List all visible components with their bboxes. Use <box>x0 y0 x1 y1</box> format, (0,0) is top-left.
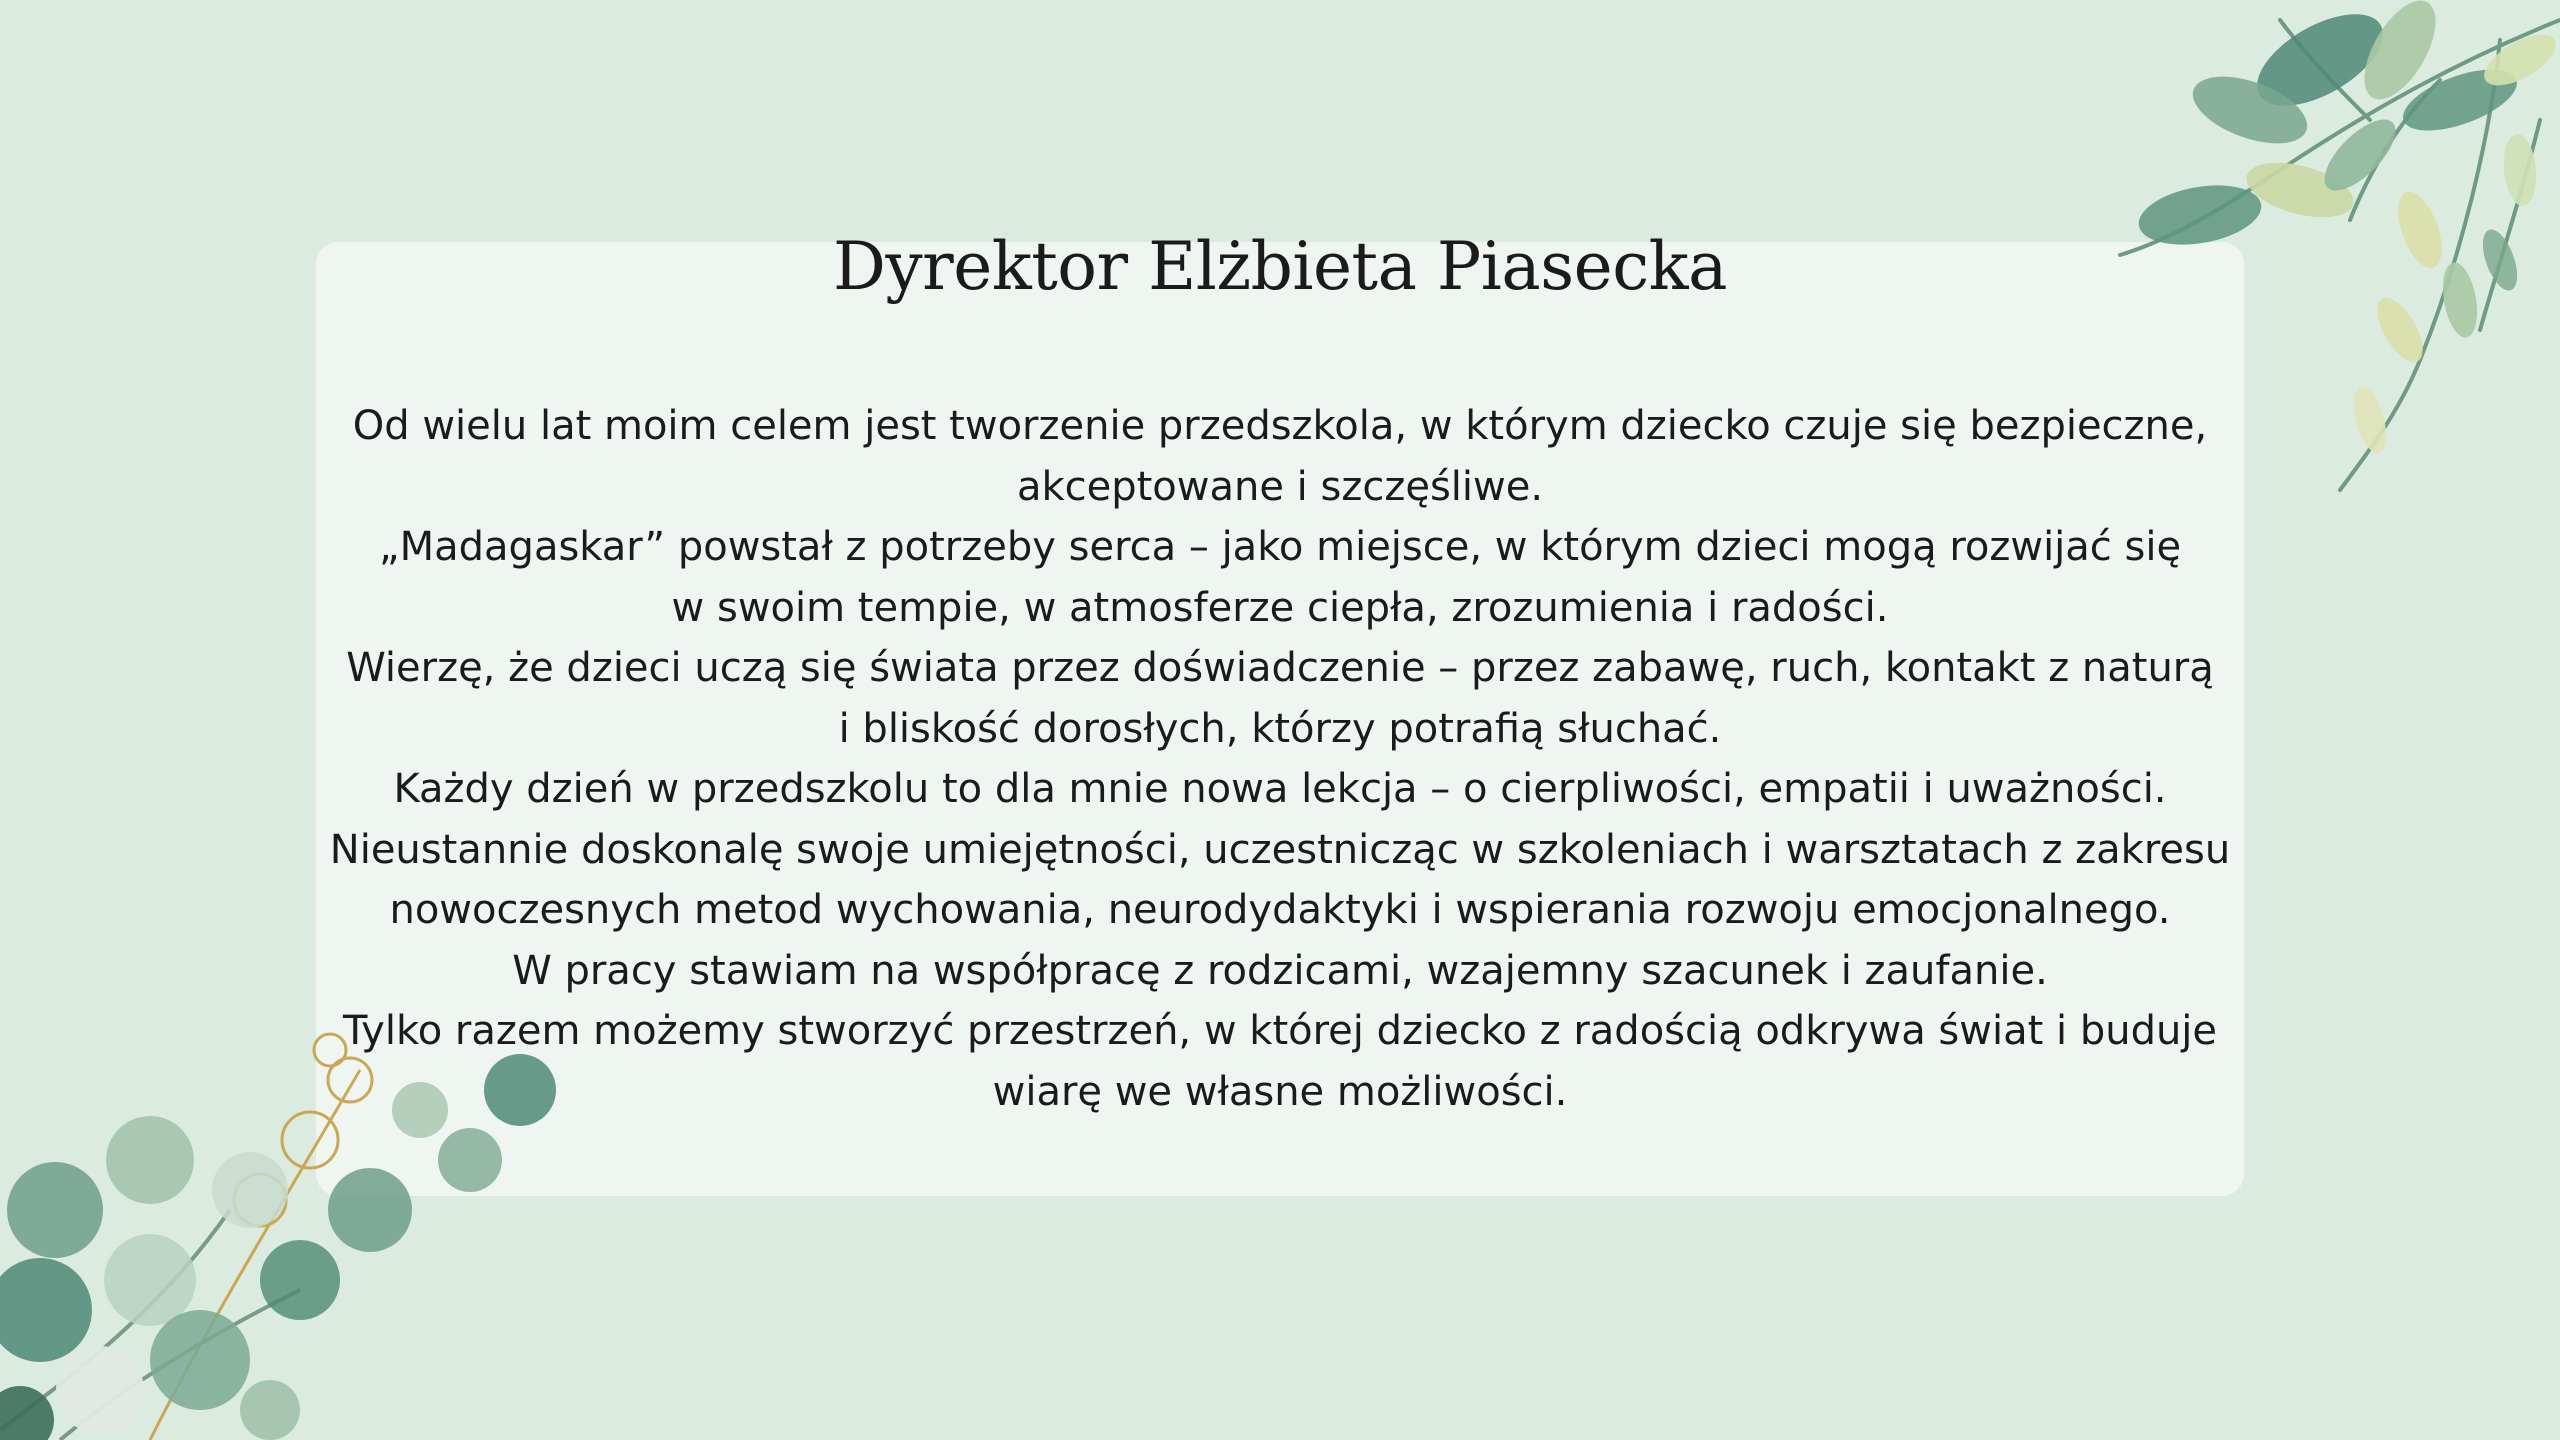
statement-line: Wierzę, że dzieci uczą się świata przez doświadczenie – przez zabawę, ruch, kontakt z naturą <box>346 645 2214 691</box>
statement-line: i bliskość dorosłych, którzy potrafią słuchać. <box>838 705 1722 752</box>
statement-line: W pracy stawiam na współpracę z rodzicami, wzajemny szacunek i zaufanie. <box>512 947 2048 994</box>
statement-line: „Madagaskar” powstał z potrzeby serca – jako miejsce, w którym dzieci mogą rozwijać się <box>378 524 2182 570</box>
statement-line: wiarę we własne możliwości. <box>992 1068 1568 1115</box>
statement-line: Tylko razem możemy stworzyć przestrzeń, w której dziecko z radością odkrywa świat i buduje <box>342 1008 2218 1054</box>
statement-line: akceptowane i szczęśliwe. <box>1016 463 1544 510</box>
statement-line: nowoczesnych metod wychowania, neurodydaktyki i wspierania rozwoju emocjonalnego. <box>389 887 2171 933</box>
slide-title: Dyrektor Elżbieta Piasecka <box>832 228 1728 305</box>
statement-line: Nieustannie doskonalę swoje umiejętności, uczestnicząc w szkoleniach i warsztatach z zakresu <box>329 826 2231 873</box>
director-statement <box>316 396 2244 1122</box>
statement-line: Od wielu lat moim celem jest tworzenie przedszkola, w którym dziecko czuje się bezpieczne, <box>352 403 2208 449</box>
statement-line: Każdy dzień w przedszkolu to dla mnie nowa lekcja – o cierpliwości, empatii i uważności. <box>393 766 2167 812</box>
statement-line: w swoim tempie, w atmosferze ciepła, zrozumienia i radości. <box>671 584 1889 631</box>
